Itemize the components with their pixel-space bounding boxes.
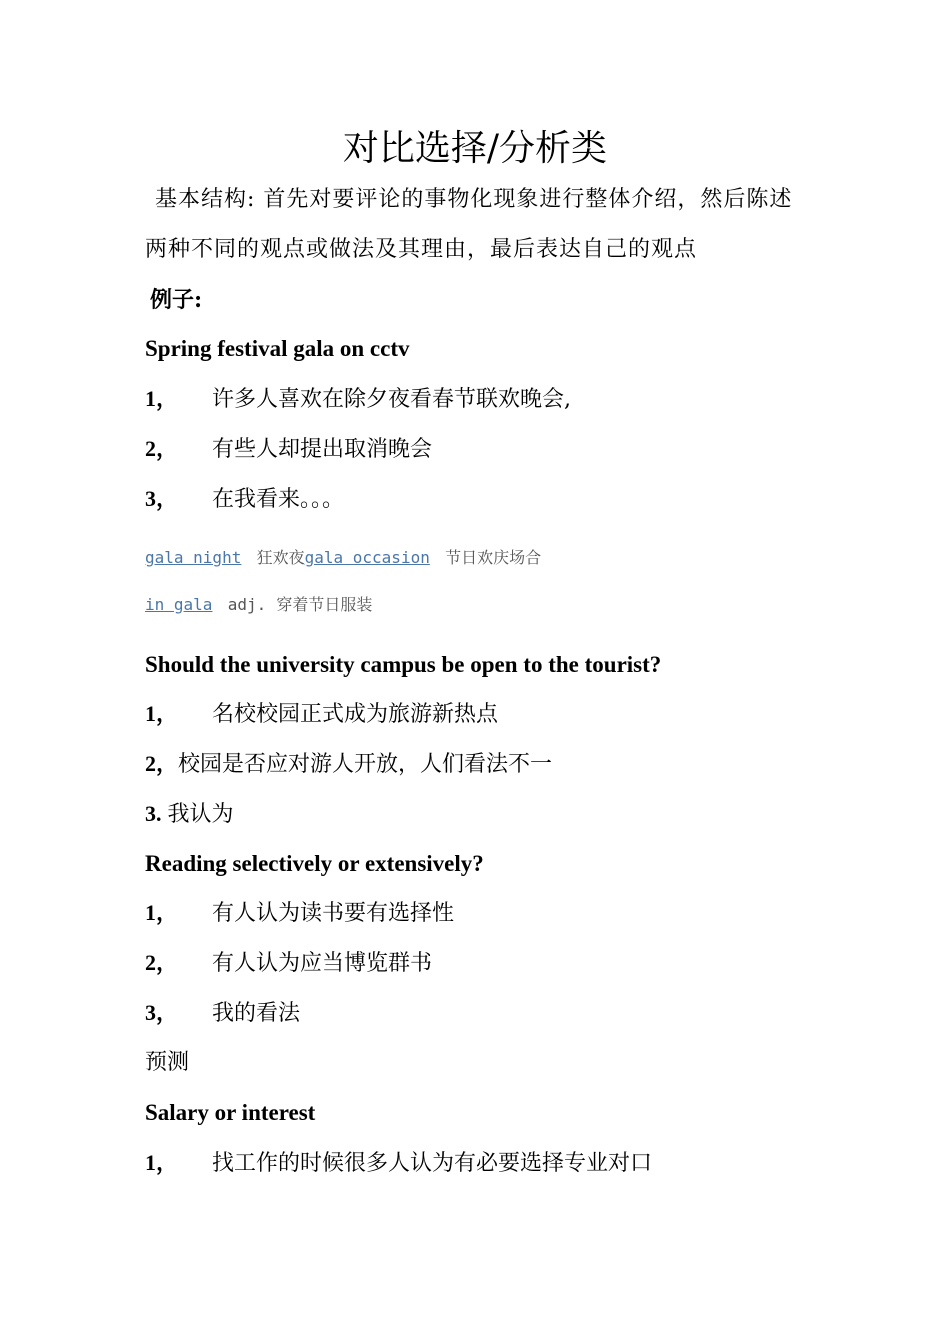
vocab-definition: 穿着节日服装 <box>276 595 373 614</box>
list-number: 2， <box>145 751 179 776</box>
list-text: 我的看法 <box>212 1001 301 1026</box>
list-text: 有人认为应当博览群书 <box>212 951 433 976</box>
predict-label: 预测 <box>145 1050 190 1075</box>
vocab-definition: 狂欢夜 <box>256 548 305 567</box>
list-number: 1， <box>145 386 179 411</box>
list-number: 1， <box>145 701 179 726</box>
list-text: 找工作的时候很多人认为有必要选择专业对口 <box>212 1151 653 1176</box>
list-number: 2， <box>145 950 179 975</box>
intro-paragraph: 基本结构: 首先对要评论的事物化现象进行整体介绍，然后陈述两种不同的观点或做法及其理由，最后表达自己的观点 <box>145 187 793 262</box>
page-title: 对比选择/分析类 <box>342 128 608 169</box>
list-text: 有些人却提出取消晚会 <box>212 437 433 462</box>
list-number: 2， <box>145 436 179 461</box>
list-item <box>145 384 571 415</box>
vocab-row <box>145 546 541 570</box>
topic-heading-spring-gala: Spring festival gala on cctv <box>145 336 410 361</box>
vocab-part-of-speech: adj. <box>227 595 267 614</box>
vocab-link-gala-night[interactable]: gala night <box>145 548 242 567</box>
topic-heading-campus: Should the university campus be open to the tourist? <box>145 652 662 677</box>
list-item <box>145 434 432 465</box>
list-number: 1， <box>145 900 179 925</box>
list-item <box>145 799 234 830</box>
list-number: 3， <box>145 486 179 511</box>
list-item <box>145 749 552 780</box>
list-text: 许多人喜欢在除夕夜看春节联欢晚会, <box>212 387 571 412</box>
list-text: 名校校园正式成为旅游新热点 <box>212 702 499 727</box>
topic-heading-reading: Reading selectively or extensively? <box>145 851 484 876</box>
list-number: 3. <box>145 801 162 826</box>
vocab-row <box>145 593 372 617</box>
list-item <box>145 1148 652 1179</box>
list-number: 1， <box>145 1150 179 1175</box>
vocab-link-in-gala[interactable]: in gala <box>145 595 213 614</box>
list-item <box>145 898 454 929</box>
list-item <box>145 948 432 979</box>
list-item <box>145 998 300 1029</box>
list-text: 我认为 <box>167 802 234 827</box>
list-text: 在我看来。。。 <box>212 487 345 512</box>
vocab-definition: 节日欢庆场合 <box>445 548 542 567</box>
list-number: 3， <box>145 1000 179 1025</box>
vocab-link-gala-occasion[interactable]: gala occasion <box>304 548 430 567</box>
topic-heading-salary: Salary or interest <box>145 1100 316 1125</box>
example-label: 例子: <box>150 287 203 313</box>
list-item <box>145 484 344 515</box>
list-text: 有人认为读书要有选择性 <box>212 901 455 926</box>
list-text: 校园是否应对游人开放，人们看法不一 <box>178 752 553 777</box>
list-item <box>145 699 498 730</box>
